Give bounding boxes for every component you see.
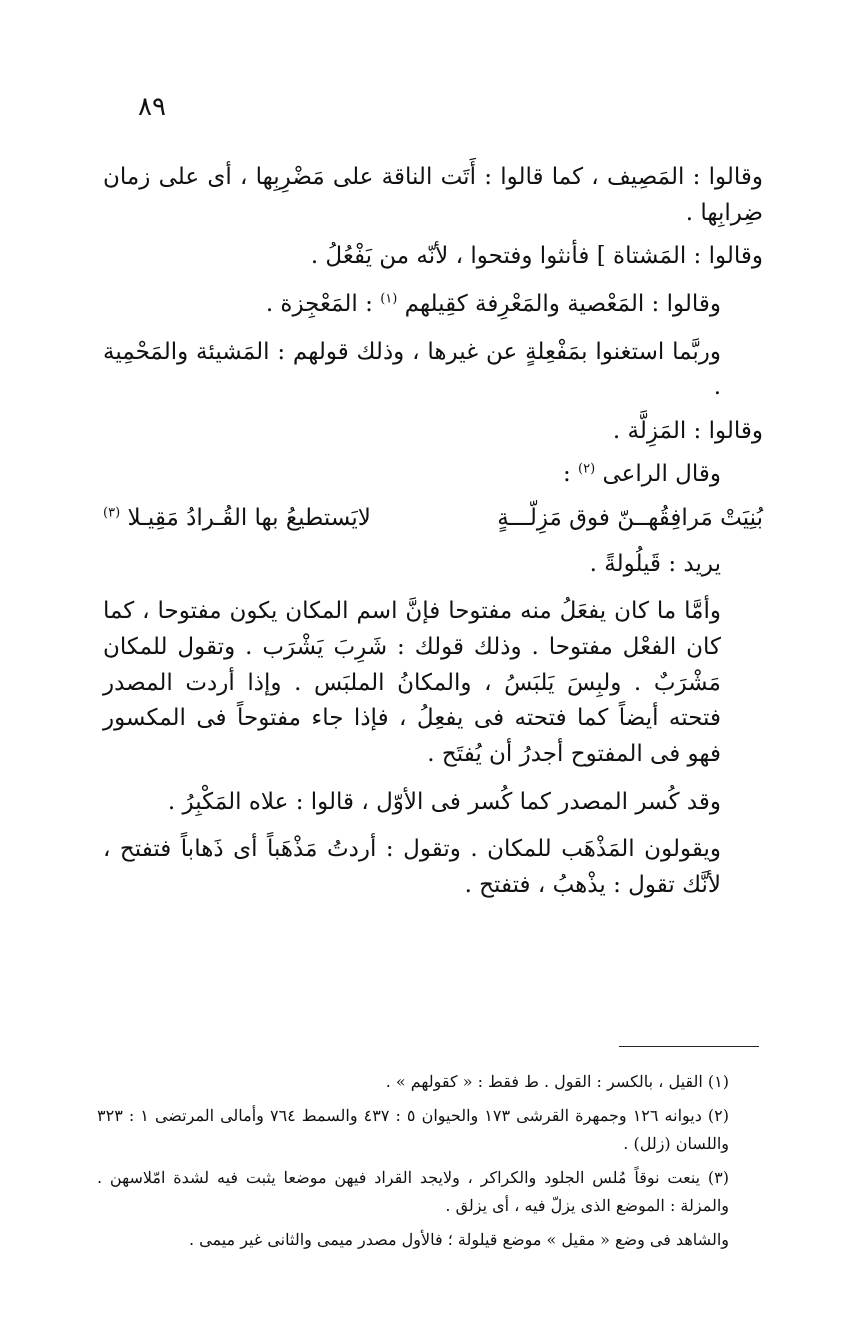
paragraph-2: وقالوا : المَشتاة ] فأنثوا وفتحوا ، لأنّه من يَفْعُلُ . — [310, 243, 763, 270]
footnote-2: (٢) ديوانه ١٢٦ وجمهرة القرشى ١٧٣ والحيوان ٥ : ٤٣٧ والسمط ٧٦٤ وأمالى المرتضى ١ : ٣٢٣ واللسان (زلل) . — [97, 1106, 730, 1153]
footnote-ref-3: (٣) — [103, 505, 121, 521]
paragraph-10: ويقولون المَذْهَب للمكان . وتقول : أردتُ مَذْهَباً أى ذَهاباً فتفتح ، لأنَّك تقول : يذْهبُ ، فتفتح . — [103, 836, 721, 898]
footnotes — [97, 1068, 757, 1260]
paragraph-7: يريد : قَيلُولةً . — [589, 550, 721, 577]
paragraph-6 — [103, 457, 763, 493]
footnote-ref-2: (٢) — [578, 461, 596, 477]
verse-first-hemistich: بُنِيَتْ مَرافِقُهــنّ فوق مَزِلّـــةٍ — [497, 505, 763, 532]
paragraph-5: وقالوا : المَزِلَّة . — [612, 417, 763, 444]
footnote-separator — [619, 1046, 759, 1047]
verse-second-hemistich — [103, 501, 371, 537]
paragraph-8: وأمَّا ما كان يفعَلُ منه مفتوحا فإنَّ اسم المكان يكون مفتوحا ، كما كان الفعْل مفتوحا . وذلك قولك : شَرِبَ يَشْرَب . وتقول للمكان مَشْرَبٌ . ولبِسَ يَلبَسُ ، والمكانُ الملبَس . وإذا أردت المصدر فتحته أيضاً كما فتحته فى يفعِلُ ، فإذا جاء مفتوحاً فى المكسور فهو فى المفتوح أجدرُ أن يُفتَح . — [103, 598, 721, 767]
verse-second-text: لايَستطيعُ بها القُـرادُ مَقِيـلا — [127, 505, 371, 532]
paragraph-3 — [103, 287, 763, 323]
paragraph-6-end: : — [562, 461, 571, 488]
paragraph-3-end: : المَعْجِزة . — [265, 290, 373, 317]
footnote-ref-1: (١) — [380, 291, 398, 307]
paragraph-6-text: وقال الراعى — [602, 461, 721, 488]
paragraph-9: وقد كُسر المصدر كما كُسر فى الأوّل ، قالوا : علاه المَكْبِرُ . — [167, 788, 721, 815]
footnote-1: (١) القيل ، بالكسر : القول . ط فقط : « كقولهم » . — [385, 1072, 729, 1091]
paragraph-4: وربَّما استغنوا بمَفْعِلةٍ عن غيرها ، وذلك قولهم : المَشيئة والمَحْمِية . — [103, 338, 721, 401]
footnote-3-continued: والشاهد فى وضع « مقيل » موضع قيلولة ؛ فالأول مصدر ميمى والثانى غير ميمى . — [188, 1230, 729, 1249]
verse — [103, 501, 763, 537]
footnote-3: (٣) ينعت نوقاً مُلس الجلود والكراكر ، ولايجد القراد فيهن موضعا يثبت فيه لشدة امّلاسهن . والمزلة : الموضع الذى يزلّ فيه ، أى يزلق . — [97, 1168, 730, 1215]
paragraph-3-text: وقالوا : المَعْصية والمَعْرِفة كقِيلهم — [404, 290, 721, 317]
page-number: ٨٩ — [138, 92, 166, 122]
main-text — [103, 160, 763, 912]
paragraph-1: وقالوا : المَصِيف ، كما قالوا : أَتَت الناقة على مَضْرِبِها ، أى على زمان ضِرابِها . — [103, 164, 763, 226]
